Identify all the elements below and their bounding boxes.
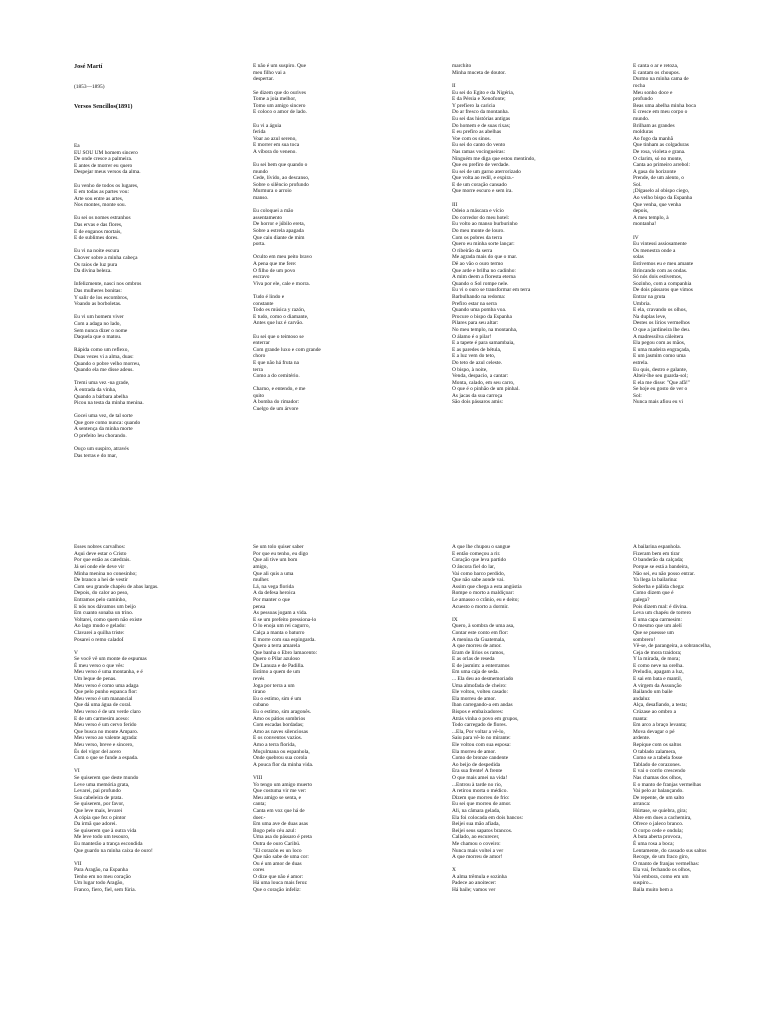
text-column-1 bbox=[74, 50, 206, 473]
poem-text: Se um tolo quiser saber Por que eu tenho, eu digo Que ali tive um bom amigo, Que ali quis a uma mulher. Lá, na vega florida A da defesa heroica Por manter o que pensa As pessoas jogam a vida. E se um prefeito pressiona-lo O lo enoja um rei cagurro, Calça a manta o baturro E morre com sua espingarda. Quero a terra amarela Que banha o Ebro lamacento: Quero o Pilar azuloso De Lanuza e de Padilla. Estimo a quem de um revés Joga por terra a um tirano Eu o estimo, sim é um cubano Eu o estimo, sim aragonês. Amo os pátios sombrios Com escadas bordadas; Amo as naves silenciosas E os conventos vazios. Amo a terra florida, Muçulmana ou espanhola, Onde quebrou sua corola A pouca flor da minha vida. VIII Yo tengo um amigo muerto Que costuma vir me ver: Meu amigo se senta, e canta; Canta em voz que há de doer.- Em uma ave de duas asas Bogo pelo céu azul: Uma asa do pássaro é preta Outra de ouro Caribú. "El corazón es un loco Que não sabe de uma cor: Ou é um amor de duas cores O dize que não é amor: Há uma louca mais feroz Que o coração infeliz: bbox=[253, 544, 318, 894]
author-name: José Martí bbox=[74, 63, 103, 71]
poem-text: E não é um suspiro. Que meu filho vai a despertar. Se dizem que do ourives Tome a joia melhor, Tomo um amigo sincero E coloco o amor de lado. Eu vi a águia ferida Voar ao azul sereno, E morrer em sua toca A víbora do veneno. Eu sei bem que quando o mundo Cede, lívido, ao descanso, Sobre o silêncio profundo Murmura o arroio manso. Eu coloquei a mão assentamento De horror e júbilo ereta, Sobre a estrela apagada Que caiu diante de mim porta. Oculto em meu peito bravo A pena que me fere: O filho de um povo escravo Viva por ele, cale e morra. Tudo é lindo e constante Todo es música y razón, E tudo, como o diamante, Antes que luz é carvão. Eu sei que o teimoso se enterrar Com grande luxo e com grande choro E que não há fruta na terra Como a do cemitério. Charno, e entendo, e me quito A bomba do rimador: Cuelgo de um árvore bbox=[253, 63, 321, 413]
poem-text: Esses nobres carvalhos: Aqui deve estar o Cristo Por que estão as catedrais. Já sei onde ele deve vir Minha menina no conesinho; De branco a hei de vestir Com seu grande chapéu de abas largas. Depois, do calor ao peso, Entramos pelo caminho, E nós nos dávamos um beijo Em cuanto sonaba un trino. Voltarei, como quem não existe Ao lago mudo e gelado: Clavarei a quilha triste: Posarei o remo caladoI V Se você vê um monte de espumas É meu verso o que vês: Meu verso é uma montanha, e é Um leque de penas. Meu verso é como uma adaga Que pelo punho espanca flor: Meu verso é um manancial Que dá uma água de coral. Meu verso é de um verde claro E de um carmesim aceso: Meu verso é um cervo ferido Que busca no monte Amparo. Meu verso ao valente agrada: Meu verso, breve e sincero, És del vigor del acero Com o que se funde a espada. VI Se quiserem que deste mundo Leve uma memória grata, Levarei, pai profundo Sua cabeleira de prata. Se quiserem, por favor, Que leve mais, levarei A cópia que fez o pintor Da irmã que adorei. Se quiserem que à outra vida Me leve todo um tesouro, Eu manterão a trança escondida Que guardo na minha caixa de ouro! VII Para Aragão, na Espanha Tenho em no meu coração Um lugar todo Aragão, Franco, fiero, fiel, sem fúria. bbox=[74, 544, 159, 894]
text-column-3 bbox=[452, 50, 584, 419]
author-years: (1853—1895) bbox=[74, 83, 105, 90]
poem-text: A bailarina espanhola. Fizeram bem em tirar O banderão da calçada; Porque se está a bandeira, Não sei, eu não posso entrar. Ya llega la bailarina: Soberba e pálida chega: Como dizem que é galega? Pois dizem mal: é divina. Leva um chapéu de torrero E uma capa carmesim: O mesmo que um alelí Que se puessse um sombrero! Vê-se, de parangeira, a sobrancelha, Ceja de mora traidora; Y la mirada, de mora; E como neve na orelha. Preludio, apagam a luz, E sai em bata e mantil, A virgem da Assunção Bailando um baile andaluz Alça, desafiando, a testa; Crúzase ao ombro a manta: Em arco a braço levanta; Mova devagar o pé ardente. Repique com os saltos O tablado zalamera, Como se a tabela fosse Tablado de corazones. E vai o corrlo crescendo Nas chamas dos olhos, E o manto de franjas vermelhas Vai pelo ar balançando. De repente, de um salto arranca: Húrtase, se quiebra, gira; Abre em dues a cachemira, Ofrece o jaleco branco. O corpo cede e ondula; A buta aberta provoca, É uma rosa a boca; Lentamente, do cassado sus saltos Recoge, de um fraco giro, O manto de franjas vermelhas: Ela vai, fechando os olhos, Vai embora, como em um suspiro... Baila muito bem a bbox=[633, 544, 711, 894]
poem-text: A que lhe chupou o sangue E então começou a rir. Coração que leva partido O âncora fiel do lar, Vai como barco perdido, Que não sabe aonde vai. Assim que chega a esta angústia Rompe o morto a maldiçoar: Le amasso o crânio, eu e deito; Acuesto o morto a dormir. IX Quero, à sombra de uma asa, Contar este conto em flor: A menina da Guatemala, A que morreu de amor. Eram de lírios os ramos, E as orlas de reseda E de jasmim: a enterramos Em uma caja de seda. ... Ela deu ao desmemoriado Uma almofada de cheiro: Ele voltou, volteu casado: Ela morreu de amor. Iban carregando-a em andas Bispos e embaixadores: Atrás vinha o povo em grupos, Todo carregado de flores. ...Ela, Por voltar a vê-lo, Saiu para vê-lo no mirante: Ele voltou com sua esposa: Ela morreu de amor. Como de bronze candente Ao beijo de despedida Era sua frente! A frente O que mais amei na vida! ...Entrou à tarde no rio, A retirou morta o médico. Dizem que morreu de frio: Eu sei que morreu de amor. Ali, na câmara gelada, Ela foi colocada em dois bancos: Beijei sua mão afiada, Beijei seus sapatos brancos. Callado, ao escurecer, Me chamou o coveiro: Nunca mais voltei a ver A que morreu de amor! X A alma trêmula e sozinha Padece ao anoitecer: Há baile; vamos ver bbox=[452, 544, 524, 894]
text-column-7 bbox=[452, 531, 584, 907]
text-column-5 bbox=[74, 531, 206, 907]
text-column-6 bbox=[253, 531, 385, 907]
poem-text: marchito Minha muceta de doutor. II Eu sei do Egito e da Nigéria, E da Pérsia e Xenofonte; Y prefiero la caricia Do ar fresco da montanha. Eu sei das histórias antigas Do homem e de suas rixas; E eu prefiro as abelhas Voe com os sinos. Eu sei do canto do vento Nas ramas vocingueiras: Ninguém me diga que estou mentindo, Que eu prefiro de verdade. Eu sei de um garno aterrorizado Que volta ao redil, e expira.- E de um coração cansado Que morre escuro e sem ira. III Odeio a máscara e vício Do corredor do meu hotel: Eu volto ao manso burburinho Do meu monte de louro. Com os pobres da terra Quero eu minha sorte lançar: O ribeirão da serra Me agrada mais do que o mar. Dê ao vão o ouro termo Que arde e brilha no cadinho: A mim deem a floresta eterna Quando o Sol rompe nele. Eu vi o ouro se transformar em terra Barbulhando na redoma: Prefiro estar na serra Quando uma pomba voa. Procure o bispo da Espanha Pilares para seu altar: No meu templo, na montanha, O álamo é o pilar! E a tapete é para samambaia, E as paredes de bétula, E a luz vem do teto, Do teto de azul celeste. O bispo, à noite, Venda, despacio, a cantar: Monta, calado, em seu carro, O que é o pinhão de um pinhal. As jacas da sua carroça São dois pássaros amis: bbox=[452, 63, 536, 406]
text-column-8 bbox=[633, 531, 765, 907]
work-title: Versos Sencillos(1891) bbox=[74, 103, 133, 111]
text-column-2 bbox=[253, 50, 385, 426]
poem-text: E canta o ar e retoza, E cantam os choupos. Durmo na minha cama de rocha Meu sonho doce e profundo Beas uma abelha minha boca E cresce em meu corpo o mundo. Brilham as grandes molduras Ao fogo da manhã Que tinham as colgaduras De rosa, violeta e grana. O clarim, só no monte, Canta ao primeiro arrebol: A gasa do horizonte Prende, de um alento, o Sol. ¡Dígaselo al obispo ciego, Ao velho bispo da Espanha Que venha, que venha depois, A meu templo, à montanha! IV Eu vintessi assiosamente Os menestra onde a solas Estivemos eu e meu amante Brincando com as ondas. Só nós dois estivemos, Sozinho, com a companhia De dois pássaros que vimos Entrar na gruta Umbria. E ela, cravando os olhos, Na duplas leve, Destes os lírios vermelhos O que a jardineira lhe deu. A madressilva cáleitera Ela pegou com as mãos, E uma madeira engraçada, E um jasmim como uma estrela. Eu quis, destro e galante, Alteir-lhe seu guarda-sol; E ela me disse: "Que afã!" Se hoje eu gosto de ver o Sol: Nunca mais afiou eu vi bbox=[633, 63, 696, 406]
text-column-4 bbox=[633, 50, 765, 419]
poem-text: Ea EU SOU UM homem sincero De onde cresce a palmeira. E antes de morrer eu quero Despejar meus versos da alma. Eu venho de todos os lugares, E em todas as partes vou: Arte sou entre as artes, Nos montes, monte sou. Eu sei os nomes estranhos Das ervas e das flores, E de enganos mortais, E de sublimes dores. Eu vi na noite escura Chover sobre a minha cabeça Os raios de luz pura Da divina beleza. Infelizmente, nasci nos ombros Das mulheres bonitas: Y salir de los escombros, Voando as borboletas. Eu vi um homem viver Com a adaga no lado, Sem nunca dizer o nome Daquela que o matou. Rápida como um reflexo, Duas vezes vi a alma, duas: Quando o pobre velho morreu, Quando ela me disse adeus. Tremi uma vez -na grade, À entrada da vinha, Quando a bárbara abelha Picou na testa da minha menina. Gocei uma vez, de tal sorte Que gore como nunca: quando A sentença da minha morte O prefeito leu chorando. Ouço um suspiro, através Das terras e do mar, bbox=[74, 142, 144, 459]
